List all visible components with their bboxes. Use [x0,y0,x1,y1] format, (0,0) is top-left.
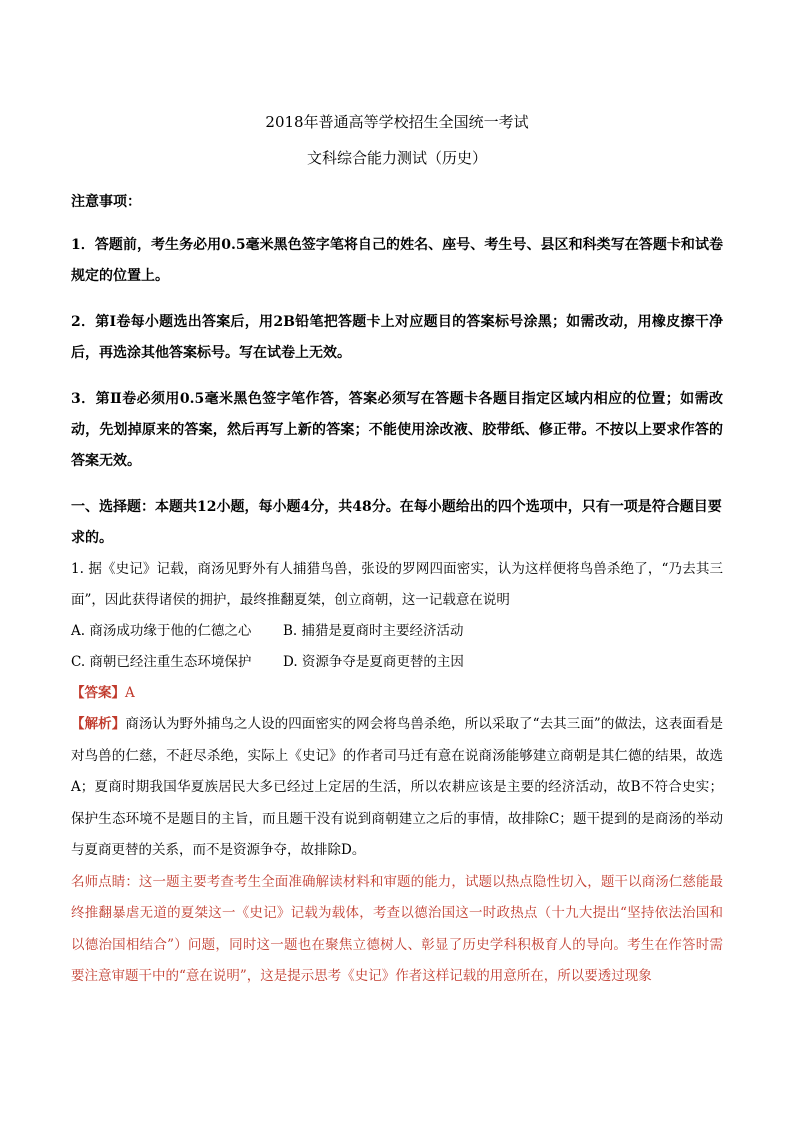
notice-item-1: 1．答题前，考生务必用0.5毫米黑色签字笔将自己的姓名、座号、考生号、县区和科类写在答题卡和试卷规定的位置上。 [71,237,723,284]
answer-label: 【答案】 [71,685,125,701]
option-a: A. 商汤成功缘于他的仁德之心 [71,623,252,639]
analysis-label: 【解析】 [71,716,126,732]
options-row-1 [71,616,723,647]
options-row-2 [71,647,723,678]
exam-page [71,108,723,993]
analysis-text: 商汤认为野外捕鸟之人设的四面密实的网会将鸟兽杀绝，所以采取了“去其三面”的做法，这表面看是对鸟兽的仁慈，不赶尽杀绝，实际上《史记》的作者司马迁有意在说商汤能够建立商朝是其仁德的结果，故选A；夏商时期我国华夏族居民大多已经过上定居的生活，所以农耕应该是主要的经济活动，故B不符合史实；保护生态环境不是题目的主旨，而且题干没有说到商朝建立之后的事情，故排除C；题干提到的是商汤的举动与夏商更替的关系，而不是资源争夺，故排除D。 [71,716,723,858]
notice-item-3: 3．第Ⅱ卷必须用0.5毫米黑色签字笔作答，答案必须写在答题卡各题目指定区域内相应的位置；如需改动，先划掉原来的答案，然后再写上新的答案；不能使用涂改液、胶带纸、修正带。不按以上要求作答的答案无效。 [71,391,723,469]
notice-item-2: 2．第Ⅰ卷每小题选出答案后，用2B铅笔把答题卡上对应题目的答案标号涂黑；如需改动，用橡皮擦干净后，再选涂其他答案标号。写在试卷上无效。 [71,314,723,361]
section-heading: 一、选择题：本题共12小题，每小题4分，共48分。在每小题给出的四个选项中，只有一项是符合题目要求的。 [71,499,722,546]
page-title: 2018年普通高等学校招生全国统一考试 [265,113,529,131]
option-d: D. 资源争夺是夏商更替的主因 [283,654,464,670]
analysis [71,709,723,867]
answer-line [71,678,723,709]
notice-heading: 注意事项： [71,194,141,210]
question-stem: 1. 据《史记》记载，商汤见野外有人捕猎鸟兽，张设的罗网四面密实，认为这样便将鸟兽杀绝了，“乃去其三面”，因此获得诸侯的拥护，最终推翻夏桀，创立商朝，这一记载意在说明 [71,561,723,608]
teacher-comment: 名师点睛：这一题主要考查考生全面准确解读材料和审题的能力，试题以热点隐性切入，题干以商汤仁慈能最终推翻暴虐无道的夏桀这一《史记》记载为载体，考查以德治国这一时政热点（十九大提出“坚持依法治国和以德治国相结合”）问题，同时这一题也在聚焦立德树人、彰显了历史学科积极育人的导向。考生在作答时需要注意审题干中的“意在说明”，这是提示思考《史记》作者这样记载的用意所在，所以要透过现象 [71,873,723,984]
page-subtitle: 文科综合能力测试（历史） [306,149,487,167]
answer-value: A [125,685,135,701]
option-c: C. 商朝已经注重生态环境保护 [71,654,252,670]
option-b: B. 捕猎是夏商时主要经济活动 [283,623,464,639]
